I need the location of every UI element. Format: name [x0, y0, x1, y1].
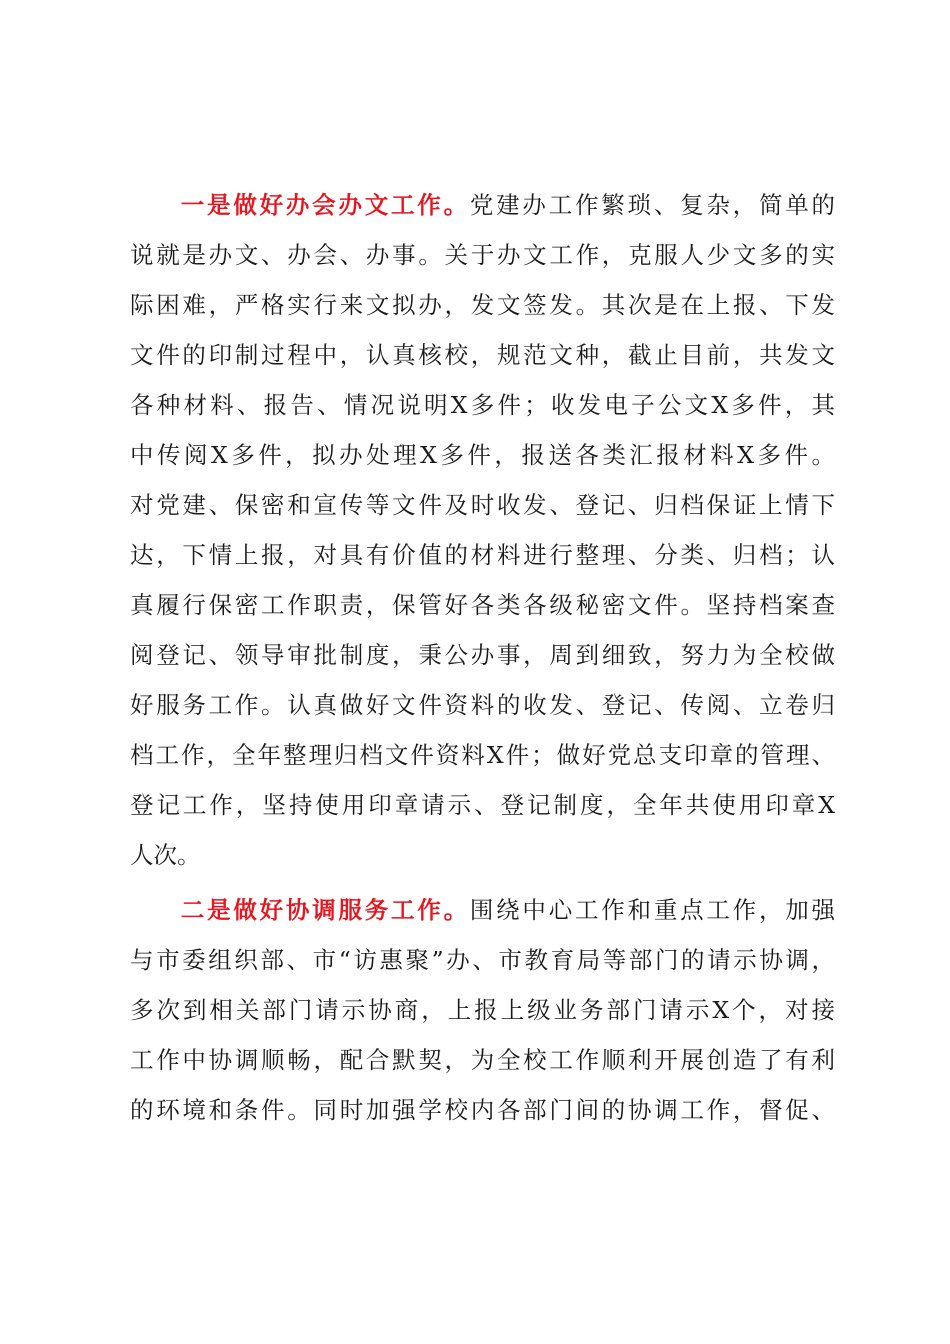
text-line: 阅登记、领导审批制度，秉公办事，周到细致，努力为全校做 — [130, 641, 835, 669]
text-line: 登记工作，坚持使用印章请示、登记制度，全年共使用印章X — [130, 791, 835, 819]
paragraph-coordination-work — [130, 885, 835, 1135]
text-line: 与市委组织部、市“访惠聚”办、市教育局等部门的请示协调， — [130, 946, 835, 974]
text-line: 真履行保密工作职责，保管好各类各级秘密文件。坚持档案查 — [130, 591, 835, 619]
text-line: 一是做好办会办文工作。党建办工作繁琐、复杂，简单的 — [178, 191, 836, 219]
text-line: 中传阅X多件，拟办处理X多件，报送各类汇报材料X多件。 — [130, 441, 835, 469]
text-line: 多次到相关部门请示协商，上报上级业务部门请示X个，对接 — [130, 996, 835, 1024]
paragraph-heading: 一是做好办会办文工作。 — [178, 191, 470, 219]
paragraph-heading: 二是做好协调服务工作。 — [178, 896, 470, 924]
text-line: 档工作，全年整理归档文件资料X件；做好党总支印章的管理、 — [130, 741, 835, 769]
text-line: 对党建、保密和宣传等文件及时收发、登记、归档保证上情下 — [130, 491, 835, 519]
text-line: 的环境和条件。同时加强学校内各部门间的协调工作，督促、 — [130, 1096, 835, 1124]
text-line: 达，下情上报，对具有价值的材料进行整理、分类、归档；认 — [130, 541, 835, 569]
text-line: 文件的印制过程中，认真核校，规范文种，截止目前，共发文 — [130, 341, 835, 369]
text-line: 二是做好协调服务工作。围绕中心工作和重点工作，加强 — [178, 896, 836, 924]
text-line: 好服务工作。认真做好文件资料的收发、登记、传阅、立卷归 — [130, 691, 835, 719]
text-line: 人次。 — [130, 841, 201, 869]
text-line: 各种材料、报告、情况说明X多件；收发电子公文X多件，其 — [130, 391, 835, 419]
paragraph-office-work — [130, 180, 835, 880]
text-line: 际困难，严格实行来文拟办，发文签发。其次是在上报、下发 — [130, 291, 835, 319]
text-line: 说就是办文、办会、办事。关于办文工作，克服人少文多的实 — [130, 241, 835, 269]
text-line: 工作中协调顺畅，配合默契，为全校工作顺利开展创造了有利 — [130, 1046, 835, 1074]
